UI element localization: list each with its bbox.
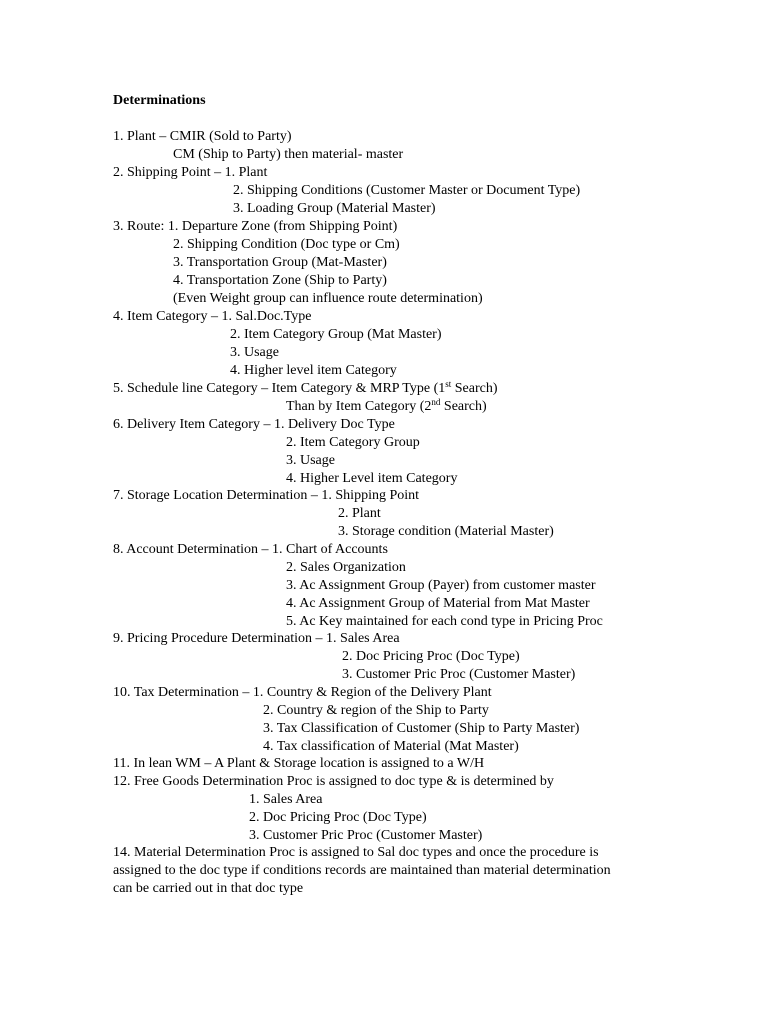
line-free-goods: 12. Free Goods Determination Proc is assigned to doc type & is determined by [113,774,554,789]
line-route-transportation-group: 3. Transportation Group (Mat-Master) [173,255,387,270]
line-account-determination: 8. Account Determination – 1. Chart of Accounts [113,542,388,557]
line-tax-class-customer: 3. Tax Classification of Customer (Ship to Party Master) [263,721,580,736]
line-pricing-doc-proc: 2. Doc Pricing Proc (Doc Type) [342,649,520,664]
line-item-category-group: 2. Item Category Group (Mat Master) [230,327,442,342]
line-storage-plant: 2. Plant [338,506,381,521]
line-second-sup: nd [431,397,441,407]
line-plant-cm: CM (Ship to Party) then material- master [173,147,404,162]
line-lean-wm: 11. In lean WM – A Plant & Storage location is assigned to a W/H [113,756,485,771]
line-material-determination-end: can be carried out in that doc type [113,881,304,896]
line-account-ac-key: 5. Ac Key maintained for each cond type in Pricing Proc [286,614,603,629]
line-material-determination: 14. Material Determination Proc is assigned to Sal doc types and once the procedure is [113,845,599,860]
line-account-ac-group-material: 4. Ac Assignment Group of Material from Mat Master [286,596,590,611]
line-shipping-point: 2. Shipping Point – 1. Plant [113,165,268,180]
line-schedule-line-category [113,380,498,398]
line-account-ac-group-payer: 3. Ac Assignment Group (Payer) from customer master [286,578,596,593]
line-schedule-sup: st [445,379,452,389]
line-second-text-end: Search) [440,399,487,414]
line-account-sales-org: 2. Sales Organization [286,560,406,575]
line-item-category-usage: 3. Usage [230,345,279,360]
line-material-determination-cont: assigned to the doc type if conditions records are maintained than material determination [113,863,611,878]
line-route-shipping-condition: 2. Shipping Condition (Doc type or Cm) [173,237,400,252]
line-delivery-higher: 4. Higher Level item Category [286,471,458,486]
line-route-transportation-zone: 4. Transportation Zone (Ship to Party) [173,273,387,288]
line-shipping-conditions: 2. Shipping Conditions (Customer Master or Document Type) [233,183,581,198]
line-free-goods-customer-proc: 3. Customer Pric Proc (Customer Master) [249,828,483,843]
line-delivery-item-category-group: 2. Item Category Group [286,435,420,450]
line-item-category-higher: 4. Higher level item Category [230,363,397,378]
line-item-category: 4. Item Category – 1. Sal.Doc.Type [113,309,312,324]
line-storage-location: 7. Storage Location Determination – 1. Shipping Point [113,488,420,503]
line-delivery-usage: 3. Usage [286,453,335,468]
line-route: 3. Route: 1. Departure Zone (from Shipping Point) [113,219,398,234]
page-title: Determinations [113,93,206,108]
line-plant: 1. Plant – CMIR (Sold to Party) [113,129,292,144]
line-loading-group: 3. Loading Group (Material Master) [233,201,436,216]
line-second-text: Than by Item Category (2 [286,399,432,414]
line-route-note: (Even Weight group can influence route determination) [173,291,483,306]
line-schedule-text-end: Search) [451,381,498,396]
line-tax-determination: 10. Tax Determination – 1. Country & Region of the Delivery Plant [113,685,492,700]
line-free-goods-doc-proc: 2. Doc Pricing Proc (Doc Type) [249,810,427,825]
line-delivery-item-category: 6. Delivery Item Category – 1. Delivery Doc Type [113,417,395,432]
line-storage-condition: 3. Storage condition (Material Master) [338,524,554,539]
line-tax-class-material: 4. Tax classification of Material (Mat Master) [263,739,519,754]
line-pricing-customer-proc: 3. Customer Pric Proc (Customer Master) [342,667,576,682]
line-pricing-procedure: 9. Pricing Procedure Determination – 1. Sales Area [113,631,400,646]
line-schedule-text: 5. Schedule line Category – Item Category & MRP Type (1 [113,381,446,396]
line-free-goods-sales-area: 1. Sales Area [249,792,323,807]
line-tax-country-ship: 2. Country & region of the Ship to Party [263,703,489,718]
line-schedule-second-search [286,398,487,416]
